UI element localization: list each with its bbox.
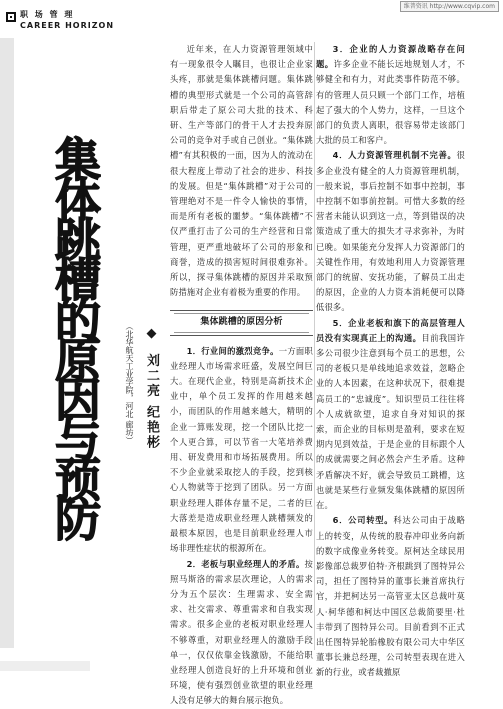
journal-logo-icon [6, 12, 16, 22]
section-heading: 集体跳槽的原因分析 [170, 310, 313, 335]
journal-name-en: CAREER HORIZON [20, 21, 115, 30]
column-divider [314, 42, 315, 650]
body-column-2 [316, 42, 465, 681]
author-block [124, 322, 160, 542]
title-char: 槽 [55, 253, 101, 307]
title-char: 的 [55, 293, 101, 347]
reason-4-paragraph [316, 148, 465, 315]
title-char: 跳 [55, 213, 101, 267]
reason-6-heading: 6．公司转型。 [332, 515, 394, 526]
author-name-2: 纪艳彬 [144, 405, 159, 451]
left-margin-band [0, 38, 14, 648]
reason-3-heading: 3．企业的人力资源战略存在问题。 [316, 44, 465, 70]
reason-3-text: 许多企业不能长远地规划人才，不够健全和有力，对此类事件防范不够。有的管理人员只顾一个部门工作，培植起了强大的个人势力，这样，一旦这个部门的负责人离职，很容易带走该部门大批的员工和客户。 [316, 59, 465, 146]
author-affiliation: （北华航天工业学院，河北 廊坊） [125, 322, 134, 445]
body-column-1 [170, 42, 313, 709]
author-name-1: 刘二亮 [144, 353, 159, 399]
title-char: 因 [55, 373, 101, 427]
reason-5-text: 目前我国许多公司很少注意到每个员工的思想，公司的老板只是单线地追求效益，忽略企业的人本因素，在这种状况下，很难提高员工的“忠诚度”。知识型员工往往将个人成就欲望，追求自身对知识的探索，而企业的目标则是盈利，要求在短期内见到效益，于是企业的目标跟个人的成就需要之间必然会产生矛盾。这种矛盾解决不好，就会导致员工跳槽，这也就是某些行业频发集体跳槽的原因所在。 [316, 332, 465, 511]
article-title [28, 133, 128, 547]
bottom-margin-band [0, 661, 90, 671]
title-char: 体 [55, 173, 101, 227]
reason-2-heading: 2．老板与职业经理人的矛盾。 [186, 558, 305, 569]
reason-5-heading: 5．企业老板和旗下的高层管理人员没有实现真正上的沟通。 [316, 317, 465, 343]
reason-3-paragraph [316, 42, 465, 148]
reason-2-paragraph [170, 557, 313, 709]
title-char: 防 [55, 493, 101, 547]
journal-header [6, 10, 114, 31]
title-char: 预 [55, 453, 101, 507]
reason-4-heading: 4．人力资源管理机制不完善。 [332, 150, 457, 161]
journal-name-cn: 职 场 管 理 [20, 10, 75, 19]
title-char: 集 [55, 133, 101, 187]
reason-1-text: 一方面职业经理人市场需求旺盛，发展空间巨大。在现代企业，特别是高新技术企业中，单个员工发挥的作用越来越小，而团队的作用越来越大，精明的企业一算账发现，挖一个团队比挖一个人更合算，可以节省一大笔培养费用、研发费用和市场拓展费用。所以不少企业就采取挖人的手段，挖到核心人物就等于挖到了团队。另一方面职业经理人群体存量不足，二者的巨大落差是造成职业经理人跳槽频发的最根本原因，也是目前职业经理人市场非理性症状的根源所在。 [170, 345, 313, 554]
title-char: 原 [55, 333, 101, 387]
title-char: 与 [55, 413, 101, 467]
reason-5-paragraph [316, 316, 465, 514]
reason-1-paragraph [170, 344, 313, 557]
reason-6-text: 科达公司由于战略上的转变，从传统的股春冲印业务向新的数字成像业务转变。原柯达全球民用影像部总裁罗伯特·齐根跳到了图特异公司，担任了图特异的董事长兼首席执行官，并把柯达另一高管亚太区总裁叶莫人·柯华德和柯达中国区总裁简要里·杜丰带到了图特异公司。目前看到不正式出任图特异轮胎橡胶有限公司大中华区董事长兼总经理，公司转型表现在进入新的行业，或者裁撤原 [316, 515, 465, 678]
reason-1-heading: 1．行业间的激烈竞争。 [186, 345, 279, 356]
reason-2-text: 按照马斯洛的需求层次理论，人的需求分为五个层次：生理需求、安全需求、社交需求、尊重需求和自我实现需求。很多企业的老板对职业经理人不够尊重，对职业经理人的激励手段单一，仅仅依靠金钱激励，不能给职业经理人创造良好的上升环境和创业环境，使有强烈创业欲望的职业经理人没有足够大的舞台展示抱负。 [170, 558, 313, 706]
reason-4-text: 很多企业没有健全的人力资源管理机制，一般来说，事后控制不如事中控制，事中控制不如事前控制。可惜大多数的经营者未能认识到这一点，等到错误的决策造成了重大的损失才寻求弥补，为时已晚。如果能充分发挥人力资源部门的关键性作用，有效地利用人力资源管理部门的统留、安抚功能，了解员工出走的原因，企业的人力资本消耗便可以降低很多。 [316, 150, 465, 313]
reason-6-paragraph [316, 513, 465, 680]
intro-paragraph: 近年来，在人力资源管理领域中有一现象很令人瞩目，也很让企业家头疼，那就是集体跳槽问题。集体跳槽的典型形式就是一个公司的高管辞职后带走了原公司大批的技术、科研、生产等部门的骨干人才去投奔原公司的竞争对手或自己创业。“集体跳槽”有其积极的一面，因为人的流动在很大程度上带动了社会的进步、科技的发展。但是“集体跳槽”对于公司的管理绝对不是一件令人愉快的事情，而是所有老板的噩梦。“集体跳槽”不仅严重打击了公司的生产经营和日常管理，更严重地破坏了公司的形象和商誉，造成的损害短时间很难弥补。所以，探寻集体跳槽的原因并采取预防措施对企业有着极为重要的作用。 [170, 44, 313, 298]
source-watermark: 维普资讯 http://www.cqvip.com [400, 1, 499, 12]
diamond-bullet-icon: ◆ [144, 326, 159, 343]
